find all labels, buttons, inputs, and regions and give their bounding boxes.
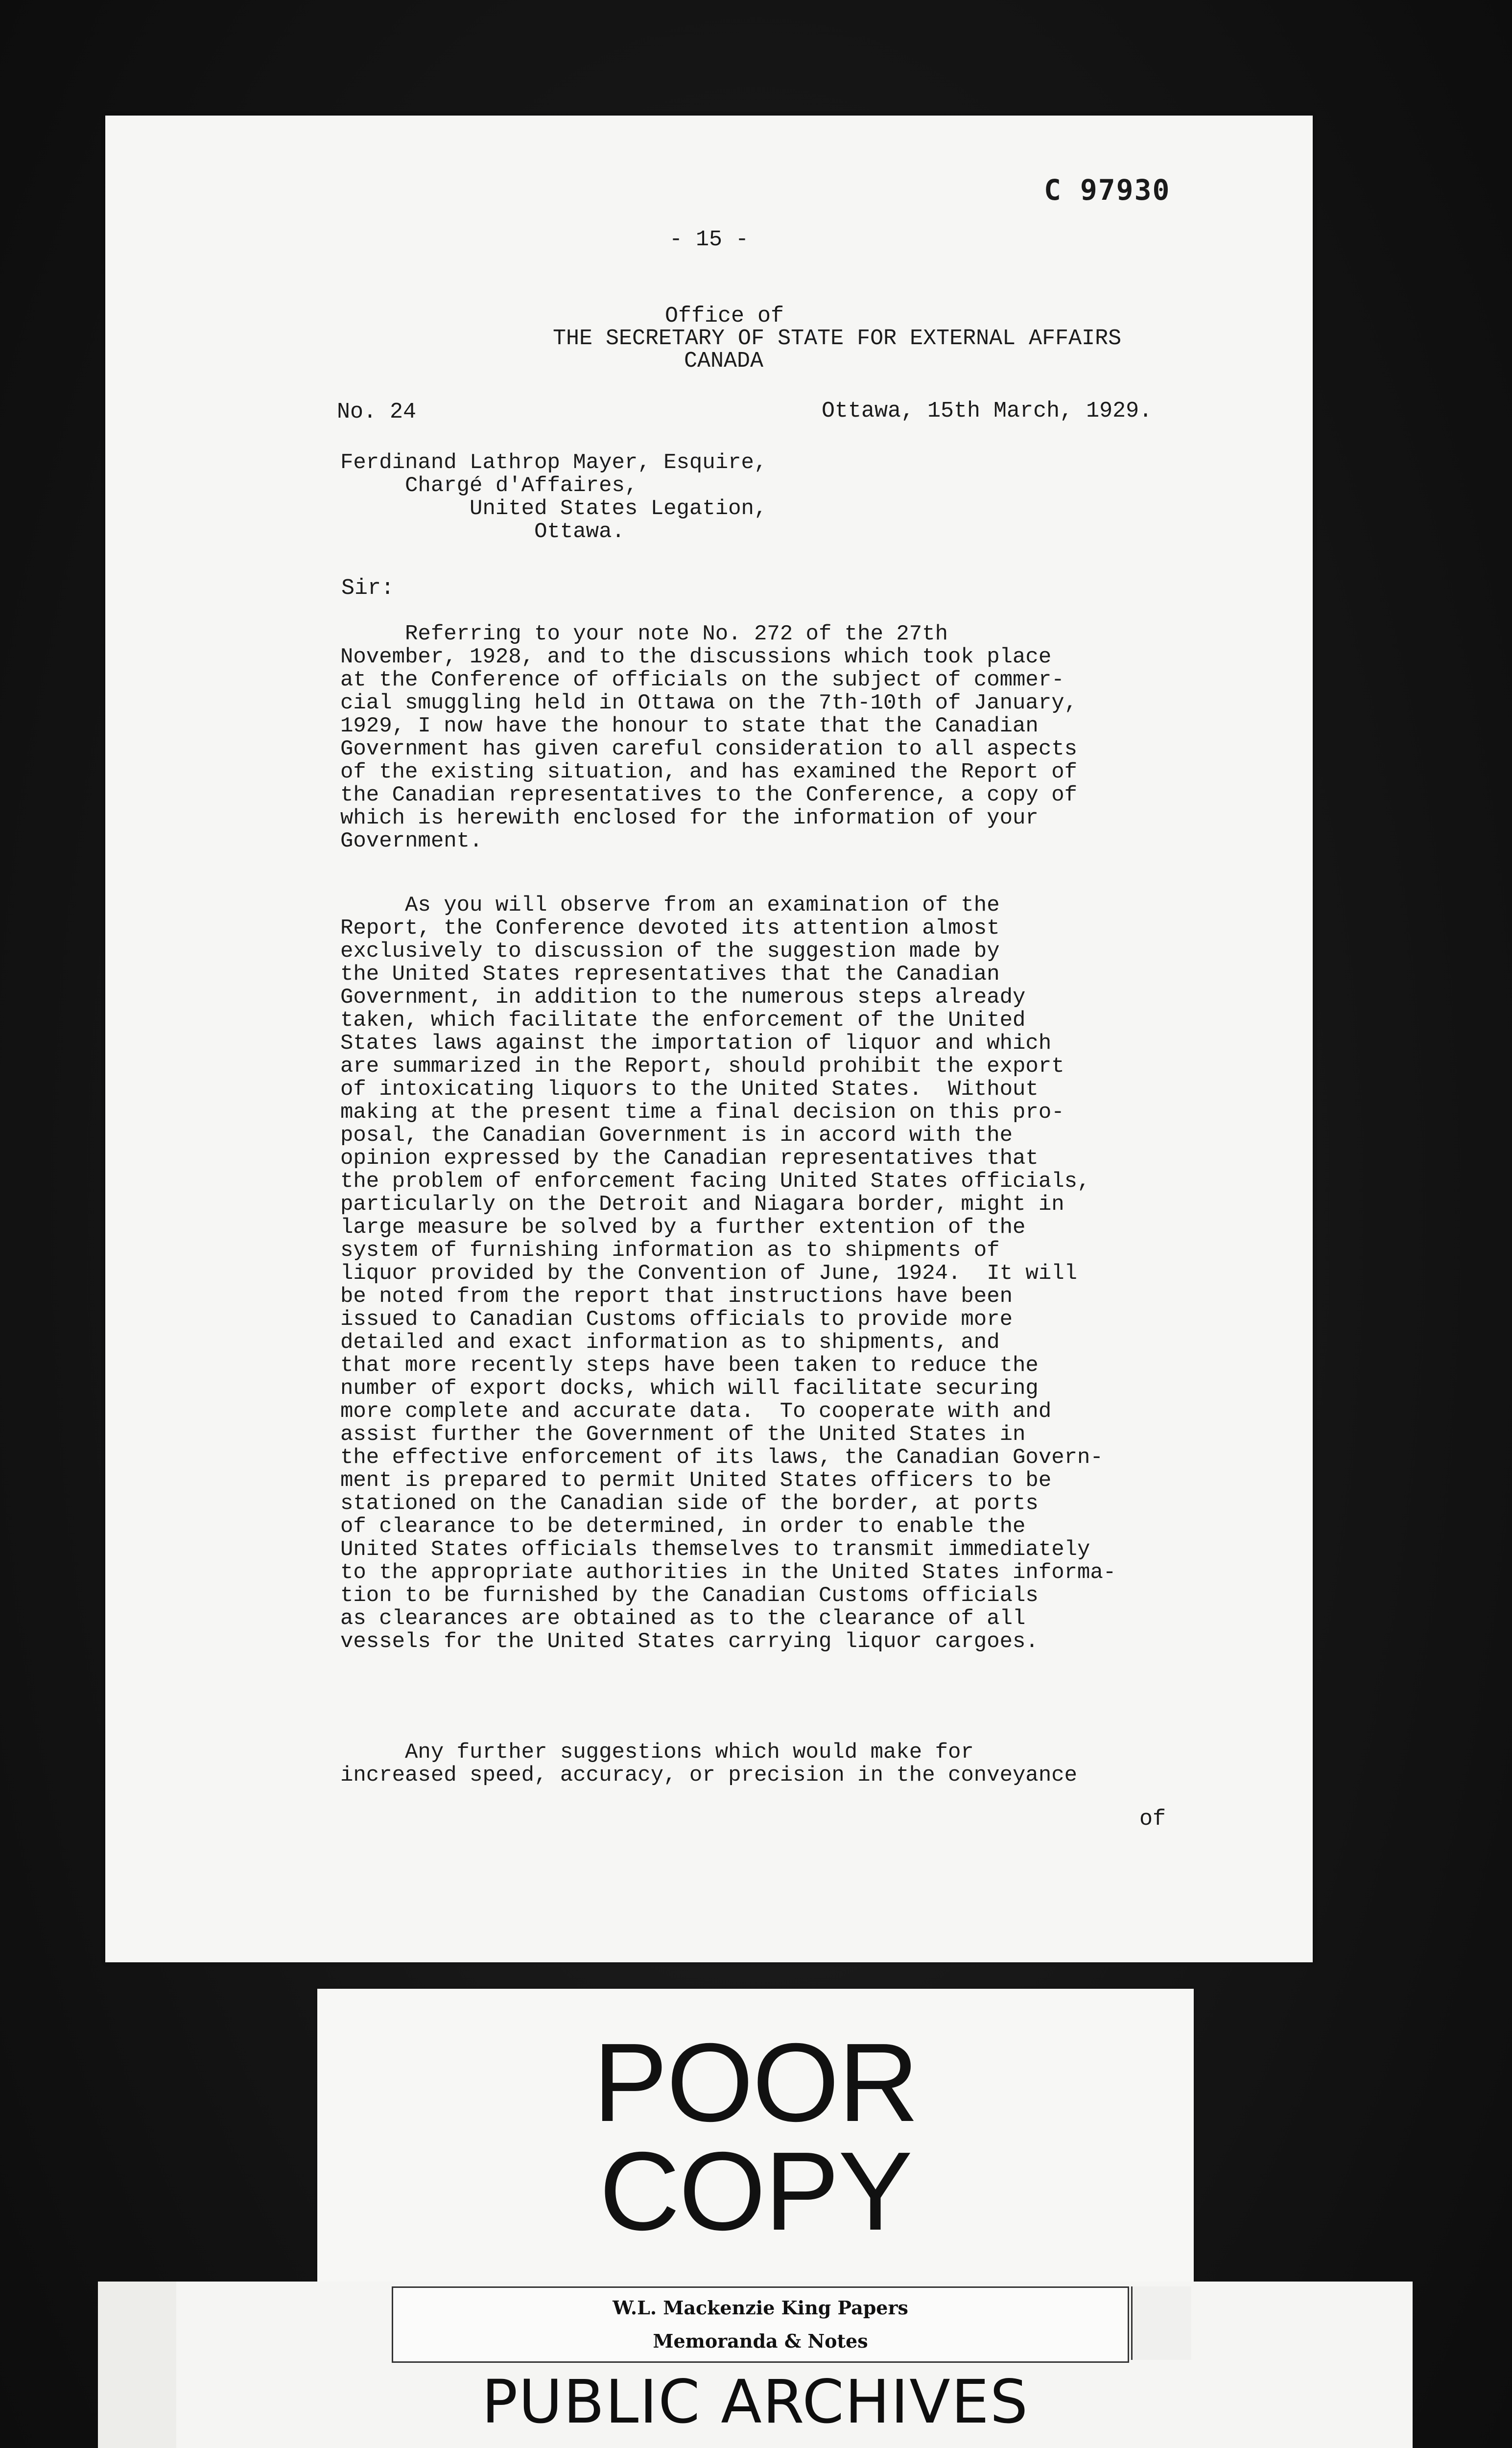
text-line: detailed and exact information as to shipments, and xyxy=(340,1330,1000,1355)
collection-series: Memoranda & Notes xyxy=(653,2330,868,2352)
catchword: of xyxy=(1139,1807,1166,1832)
text-line: taken, which facilitate the enforcement of the United xyxy=(340,1008,1026,1033)
text-line: exclusively to discussion of the suggestion made by xyxy=(340,939,1000,964)
office-line-2: THE SECRETARY OF STATE FOR EXTERNAL AFFAIRS xyxy=(553,326,1122,351)
text-line: Any further suggestions which would make for xyxy=(340,1740,974,1765)
text-line: States laws against the importation of liquor and which xyxy=(340,1031,1052,1056)
text-line: the United States representatives that the Canadian xyxy=(340,962,1000,987)
paragraph-1 xyxy=(340,623,1077,853)
addressee-line: Ferdinand Lathrop Mayer, Esquire, xyxy=(340,450,767,475)
office-line-1: Office of xyxy=(665,304,784,329)
poor-copy-card xyxy=(317,1989,1194,2283)
text-line: Government, in addition to the numerous steps already xyxy=(340,985,1026,1010)
addressee-block xyxy=(340,451,767,543)
text-line: tion to be furnished by the Canadian Customs officials xyxy=(340,1583,1039,1608)
paragraph-3 xyxy=(340,1741,1077,1787)
collection-slip xyxy=(392,2286,1129,2363)
text-line: system of furnishing information as to shipments of xyxy=(340,1238,1000,1263)
text-line: Referring to your note No. 272 of the 27th xyxy=(340,622,948,646)
text-line: large measure be solved by a further extention of the xyxy=(340,1215,1026,1240)
text-line: the effective enforcement of its laws, the Canadian Govern- xyxy=(340,1445,1103,1470)
text-line: of the existing situation, and has examined the Report of xyxy=(340,760,1078,784)
archives-label xyxy=(98,2282,1413,2448)
text-line: liquor provided by the Convention of June, 1924. It will xyxy=(340,1261,1078,1286)
text-line: vessels for the United States carrying liquor cargoes. xyxy=(340,1629,1039,1654)
text-line: posal, the Canadian Government is in accord with the xyxy=(340,1123,1013,1148)
text-line: more complete and accurate data. To cooperate with and xyxy=(340,1399,1052,1424)
document-stamp-number: C 97930 xyxy=(1044,173,1171,207)
text-line: particularly on the Detroit and Niagara border, might in xyxy=(340,1192,1064,1217)
collection-name: W.L. Mackenzie King Papers xyxy=(613,2297,908,2319)
text-line: opinion expressed by the Canadian representatives that xyxy=(340,1146,1039,1171)
text-line: issued to Canadian Customs officials to provide more xyxy=(340,1307,1013,1332)
letter-page xyxy=(105,116,1313,1962)
text-line: Report, the Conference devoted its attention almost xyxy=(340,916,1000,941)
text-line: of intoxicating liquors to the United States. Without xyxy=(340,1077,1039,1102)
text-line: the problem of enforcement facing United States officials, xyxy=(340,1169,1090,1194)
text-line: making at the present time a final decision on this pro- xyxy=(340,1100,1064,1125)
text-line: Government. xyxy=(340,829,483,853)
text-line: ment is prepared to permit United States officers to be xyxy=(340,1468,1052,1493)
text-line: cial smuggling held in Ottawa on the 7th-10th of January, xyxy=(340,691,1078,715)
text-line: be noted from the report that instructions have been xyxy=(340,1284,1013,1309)
text-line: are summarized in the Report, should prohibit the export xyxy=(340,1054,1064,1079)
text-line: to the appropriate authorities in the United States informa- xyxy=(340,1560,1116,1585)
text-line: that more recently steps have been taken to reduce the xyxy=(340,1353,1039,1378)
place-date: Ottawa, 15th March, 1929. xyxy=(822,399,1153,424)
text-line: assist further the Government of the United States in xyxy=(340,1422,1026,1447)
text-line: at the Conference of officials on the subject of commer- xyxy=(340,668,1064,692)
text-line: stationed on the Canadian side of the border, at ports xyxy=(340,1491,1039,1516)
text-line: the Canadian representatives to the Conference, a copy of xyxy=(340,783,1078,807)
text-line: 1929, I now have the honour to state that the Canadian xyxy=(340,714,1039,738)
text-line: increased speed, accuracy, or precision in the conveyance xyxy=(340,1763,1078,1788)
text-line: as clearances are obtained as to the clearance of all xyxy=(340,1606,1026,1631)
reference-number: No. 24 xyxy=(337,400,417,424)
text-line: November, 1928, and to the discussions which took place xyxy=(340,645,1052,669)
paragraph-2 xyxy=(340,894,1116,1653)
addressee-line: Chargé d'Affaires, xyxy=(340,473,638,498)
text-line: number of export docks, which will facilitate securing xyxy=(340,1376,1039,1401)
office-line-3: CANADA xyxy=(684,349,764,374)
addressee-line: Ottawa. xyxy=(340,519,625,544)
archives-line-english: PUBLIC ARCHIVES xyxy=(481,2367,1029,2437)
text-line: United States officials themselves to transmit immediately xyxy=(340,1537,1090,1562)
label-tab xyxy=(1131,2286,1191,2360)
poor-copy-line-1: POOR xyxy=(593,2021,918,2145)
poor-copy-line-2: COPY xyxy=(599,2129,912,2254)
text-line: As you will observe from an examination of the xyxy=(340,893,1000,918)
salutation: Sir: xyxy=(341,576,395,601)
text-line: which is herewith enclosed for the information of your xyxy=(340,806,1039,830)
text-line: Government has given careful consideration to all aspects xyxy=(340,737,1078,761)
page-number: - 15 - xyxy=(669,227,749,252)
text-line: of clearance to be determined, in order to enable the xyxy=(340,1514,1026,1539)
addressee-line: United States Legation, xyxy=(340,496,767,521)
